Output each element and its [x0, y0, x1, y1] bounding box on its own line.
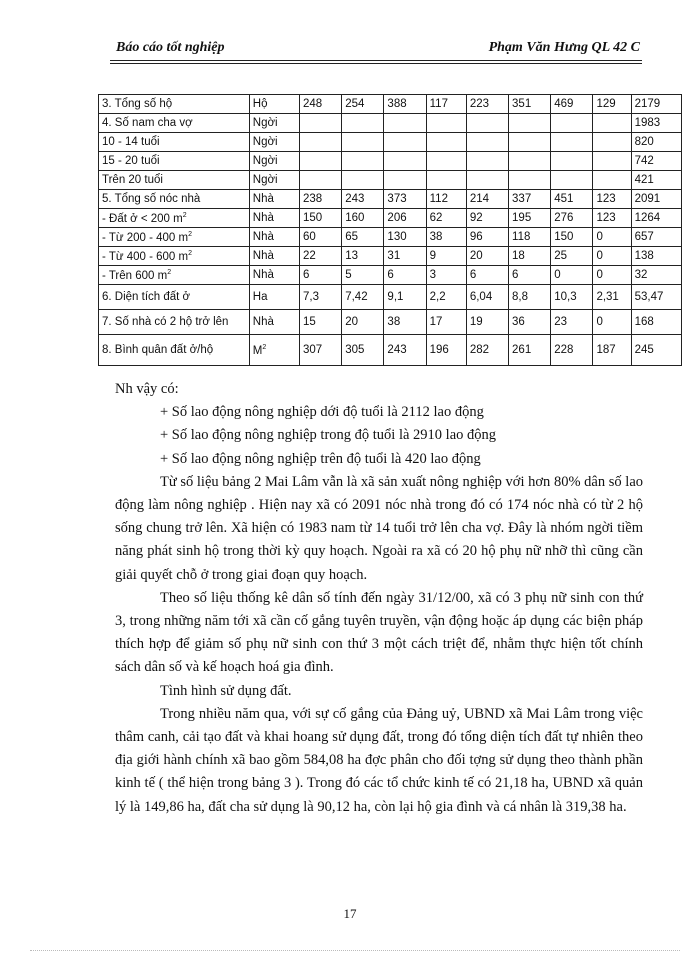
- table-cell: - Đất ở < 200 $m^2$: [99, 209, 250, 228]
- table-cell: 18: [509, 247, 551, 266]
- table-cell: [300, 114, 342, 133]
- table-cell: 196: [426, 335, 466, 366]
- table-cell: Ngời: [249, 133, 299, 152]
- table-cell: 20: [466, 247, 508, 266]
- table-cell: Nhà: [249, 310, 299, 335]
- table-cell: 206: [384, 209, 426, 228]
- table-cell: 451: [551, 190, 593, 209]
- table-cell: 7,42: [342, 285, 384, 310]
- table-row: [99, 152, 682, 171]
- table-cell: 0: [551, 266, 593, 285]
- body-text: [115, 378, 643, 819]
- table-cell: 60: [300, 228, 342, 247]
- table-cell: 223: [466, 95, 508, 114]
- superscript: 2: [167, 268, 172, 276]
- table-cell: 351: [509, 95, 551, 114]
- table-cell: Trên 20 tuổi: [99, 171, 250, 190]
- table-cell: [426, 114, 466, 133]
- table-cell: 31: [384, 247, 426, 266]
- table-cell: 10 - 14 tuổi: [99, 133, 250, 152]
- table-cell: [593, 114, 631, 133]
- table-cell: 742: [631, 152, 681, 171]
- table-cell: [384, 152, 426, 171]
- header-rule-thin: [110, 63, 642, 64]
- table-cell: 195: [509, 209, 551, 228]
- table-cell: 8. Bình quân đất ở/hộ: [99, 335, 250, 366]
- data-table: [98, 94, 682, 366]
- bullet-3: + Số lao động nông nghiệp trên độ tuổi là 420 lao động: [160, 450, 481, 467]
- table-cell: 261: [509, 335, 551, 366]
- footer-rule: [30, 950, 680, 951]
- table-cell: 421: [631, 171, 681, 190]
- table-cell: 820: [631, 133, 681, 152]
- table-cell: [384, 171, 426, 190]
- table-cell: 129: [593, 95, 631, 114]
- paragraph-1: Từ số liệu bảng 2 Mai Lâm vẫn là xã sản xuất nông nghiệp với hơn 80% dân số lao động làm nông nghiệp . Hiện nay xã có 2091 nóc nhà trong đó có 174 nóc nhà có từ 2 hộ sống chung trở lên. Xã hiện có 1983 nam từ 14 tuổi trở lên cha vợ. Đây là nhóm ngời tiềm năng phát sinh hộ trong thời kỳ quy hoạch. Ngoài ra xã có 20 hộ phụ nữ nhỡ thì cũng cần giải quyết chỗ ở trong giai đoạn quy hoạch.: [115, 473, 643, 583]
- paragraph-heading: Tình hình sử dụng đất.: [160, 682, 292, 699]
- table-cell: 138: [631, 247, 681, 266]
- table-cell: [426, 152, 466, 171]
- table-cell: [466, 114, 508, 133]
- table-cell: 7. Số nhà có 2 hộ trở lên: [99, 310, 250, 335]
- table-cell: [551, 152, 593, 171]
- table-cell: 96: [466, 228, 508, 247]
- table-cell: 6: [384, 266, 426, 285]
- table-cell: [426, 133, 466, 152]
- table-cell: [593, 133, 631, 152]
- table-cell: [342, 171, 384, 190]
- table-cell: [300, 171, 342, 190]
- table-cell: Nhà: [249, 266, 299, 285]
- table-cell: Nhà: [249, 228, 299, 247]
- superscript: 2: [188, 230, 193, 238]
- table-cell: 168: [631, 310, 681, 335]
- table-row: [99, 266, 682, 285]
- table-cell: 9: [426, 247, 466, 266]
- table-cell: - Từ 200 - 400 $m^2$: [99, 228, 250, 247]
- table-cell: 469: [551, 95, 593, 114]
- bullet-1: + Số lao động nông nghiệp dới độ tuổi là 2112 lao động: [160, 404, 484, 421]
- table-cell: Ngời: [249, 114, 299, 133]
- table-cell: 6: [466, 266, 508, 285]
- table-cell: 150: [300, 209, 342, 228]
- table-row: [99, 209, 682, 228]
- table-cell: 243: [384, 335, 426, 366]
- table-cell: 228: [551, 335, 593, 366]
- table-cell: 9,1: [384, 285, 426, 310]
- table-cell: [342, 114, 384, 133]
- table-cell: [593, 152, 631, 171]
- table-cell: 248: [300, 95, 342, 114]
- table-cell: - Trên 600 $m^2$: [99, 266, 250, 285]
- table-row: [99, 171, 682, 190]
- table-cell: [342, 152, 384, 171]
- table-cell: 130: [384, 228, 426, 247]
- table-cell: 112: [426, 190, 466, 209]
- superscript: 2: [262, 343, 267, 351]
- table-cell: 5. Tổng số nóc nhà: [99, 190, 250, 209]
- table-cell: [426, 171, 466, 190]
- table-cell: [551, 133, 593, 152]
- table-cell: 38: [384, 310, 426, 335]
- table-cell: 243: [342, 190, 384, 209]
- table-cell: 15: [300, 310, 342, 335]
- table-cell: Nhà: [249, 190, 299, 209]
- table-cell: 305: [342, 335, 384, 366]
- table-row: [99, 335, 682, 366]
- table-cell: 4. Số nam cha vợ: [99, 114, 250, 133]
- table-cell: 1264: [631, 209, 681, 228]
- paragraph-2: Theo số liệu thống kê dân số tính đến ngày 31/12/00, xã có 3 phụ nữ sinh con thứ 3, trong những năm tới xã cần cố gắng tuyên truyền, vận động hoặc áp dụng các biện pháp thích hợp để giảm số phụ nữ sinh con thứ 3 một cách triệt để, nhằm thực hiện tốt chính sách dân số và kế hoạch hoá gia đình.: [115, 589, 643, 676]
- table-cell: 6. Diện tích đất ở: [99, 285, 250, 310]
- table-cell: 282: [466, 335, 508, 366]
- table-cell: 8,8: [509, 285, 551, 310]
- table-cell: 123: [593, 209, 631, 228]
- table-cell: [551, 171, 593, 190]
- table-row: [99, 133, 682, 152]
- table-cell: 25: [551, 247, 593, 266]
- table-cell: [300, 152, 342, 171]
- table-cell: 0: [593, 310, 631, 335]
- table-cell: 5: [342, 266, 384, 285]
- table-cell: Nhà: [249, 209, 299, 228]
- header-right: Phạm Văn Hưng QL 42 C: [488, 40, 640, 55]
- table-cell: 22: [300, 247, 342, 266]
- table-cell: 2179: [631, 95, 681, 114]
- table-cell: 38: [426, 228, 466, 247]
- table-row: [99, 95, 682, 114]
- table-cell: 150: [551, 228, 593, 247]
- table-cell: 254: [342, 95, 384, 114]
- table-cell: [551, 114, 593, 133]
- table-row: [99, 114, 682, 133]
- intro-line: Nh vậy có:: [115, 381, 179, 397]
- table-cell: 307: [300, 335, 342, 366]
- table-cell: [466, 152, 508, 171]
- page-number: 17: [343, 906, 357, 921]
- table-cell: 160: [342, 209, 384, 228]
- table-cell: Ha: [249, 285, 299, 310]
- table-cell: 7,3: [300, 285, 342, 310]
- table-cell: 238: [300, 190, 342, 209]
- table-cell: 92: [466, 209, 508, 228]
- table-cell: 53,47: [631, 285, 681, 310]
- table-cell: 6,04: [466, 285, 508, 310]
- table-cell: 0: [593, 228, 631, 247]
- table-cell: 6: [509, 266, 551, 285]
- table-cell: 187: [593, 335, 631, 366]
- table-cell: 2,2: [426, 285, 466, 310]
- table-cell: 19: [466, 310, 508, 335]
- table-row: [99, 310, 682, 335]
- table-row: [99, 247, 682, 266]
- table-cell: [384, 133, 426, 152]
- page-header: [110, 40, 640, 60]
- table-cell: Nhà: [249, 247, 299, 266]
- table-cell: 245: [631, 335, 681, 366]
- table-cell: 36: [509, 310, 551, 335]
- table-cell: [466, 133, 508, 152]
- table-cell: 373: [384, 190, 426, 209]
- table-cell: [466, 171, 508, 190]
- table-cell: 118: [509, 228, 551, 247]
- table-cell: 3. Tổng số hộ: [99, 95, 250, 114]
- table-cell: 23: [551, 310, 593, 335]
- table-cell: 20: [342, 310, 384, 335]
- table-cell: 657: [631, 228, 681, 247]
- table-cell: Ngời: [249, 171, 299, 190]
- superscript: 2: [188, 249, 193, 257]
- table-cell: Ngời: [249, 152, 299, 171]
- table-cell: - Từ 400 - 600 $m^2$: [99, 247, 250, 266]
- table-cell: [384, 114, 426, 133]
- table-row: [99, 228, 682, 247]
- table-cell: 337: [509, 190, 551, 209]
- table-cell: Hộ: [249, 95, 299, 114]
- table-cell: 1983: [631, 114, 681, 133]
- table-row: [99, 285, 682, 310]
- table-cell: 0: [593, 266, 631, 285]
- table-cell: [342, 133, 384, 152]
- table-cell: 10,3: [551, 285, 593, 310]
- table-cell: 276: [551, 209, 593, 228]
- table-row: [99, 190, 682, 209]
- table-cell: $M^2$: [249, 335, 299, 366]
- table-cell: 214: [466, 190, 508, 209]
- table-cell: 32: [631, 266, 681, 285]
- table-cell: 117: [426, 95, 466, 114]
- paragraph-3: Trong nhiều năm qua, với sự cố gắng của Đảng uỷ, UBND xã Mai Lâm trong việc thâm canh, cải tạo đất và khai hoang sử dụng đất, trong đó tổng diện tích đất tự nhiên theo địa giới hành chính xã bao gồm 584,08 ha đợc phân cho đối tợng sử dụng theo thành phần kinh tế ( thể hiện trong bảng 3 ). Trong đó các tổ chức kinh tế có 21,18 ha, UBND xã quản lý là 149,86 ha, đất cha sử dụng là 90,12 ha, còn lại hộ gia đình và cá nhân là 319,38 ha.: [115, 705, 643, 815]
- table-cell: 2,31: [593, 285, 631, 310]
- superscript: 2: [182, 211, 187, 219]
- table-cell: 388: [384, 95, 426, 114]
- table-cell: [593, 171, 631, 190]
- table-cell: [509, 114, 551, 133]
- table-cell: [509, 171, 551, 190]
- table-cell: 15 - 20 tuổi: [99, 152, 250, 171]
- table-cell: 123: [593, 190, 631, 209]
- table-cell: 13: [342, 247, 384, 266]
- table-cell: 6: [300, 266, 342, 285]
- table-cell: 17: [426, 310, 466, 335]
- header-rule: [110, 60, 642, 61]
- table-cell: 65: [342, 228, 384, 247]
- table-cell: [509, 152, 551, 171]
- table-cell: 62: [426, 209, 466, 228]
- table-cell: 2091: [631, 190, 681, 209]
- table-cell: 0: [593, 247, 631, 266]
- bullet-2: + Số lao động nông nghiệp trong độ tuổi là 2910 lao động: [160, 427, 497, 444]
- table-cell: 3: [426, 266, 466, 285]
- table-cell: [300, 133, 342, 152]
- header-left: Báo cáo tốt nghiệp: [116, 40, 225, 55]
- table-cell: [509, 133, 551, 152]
